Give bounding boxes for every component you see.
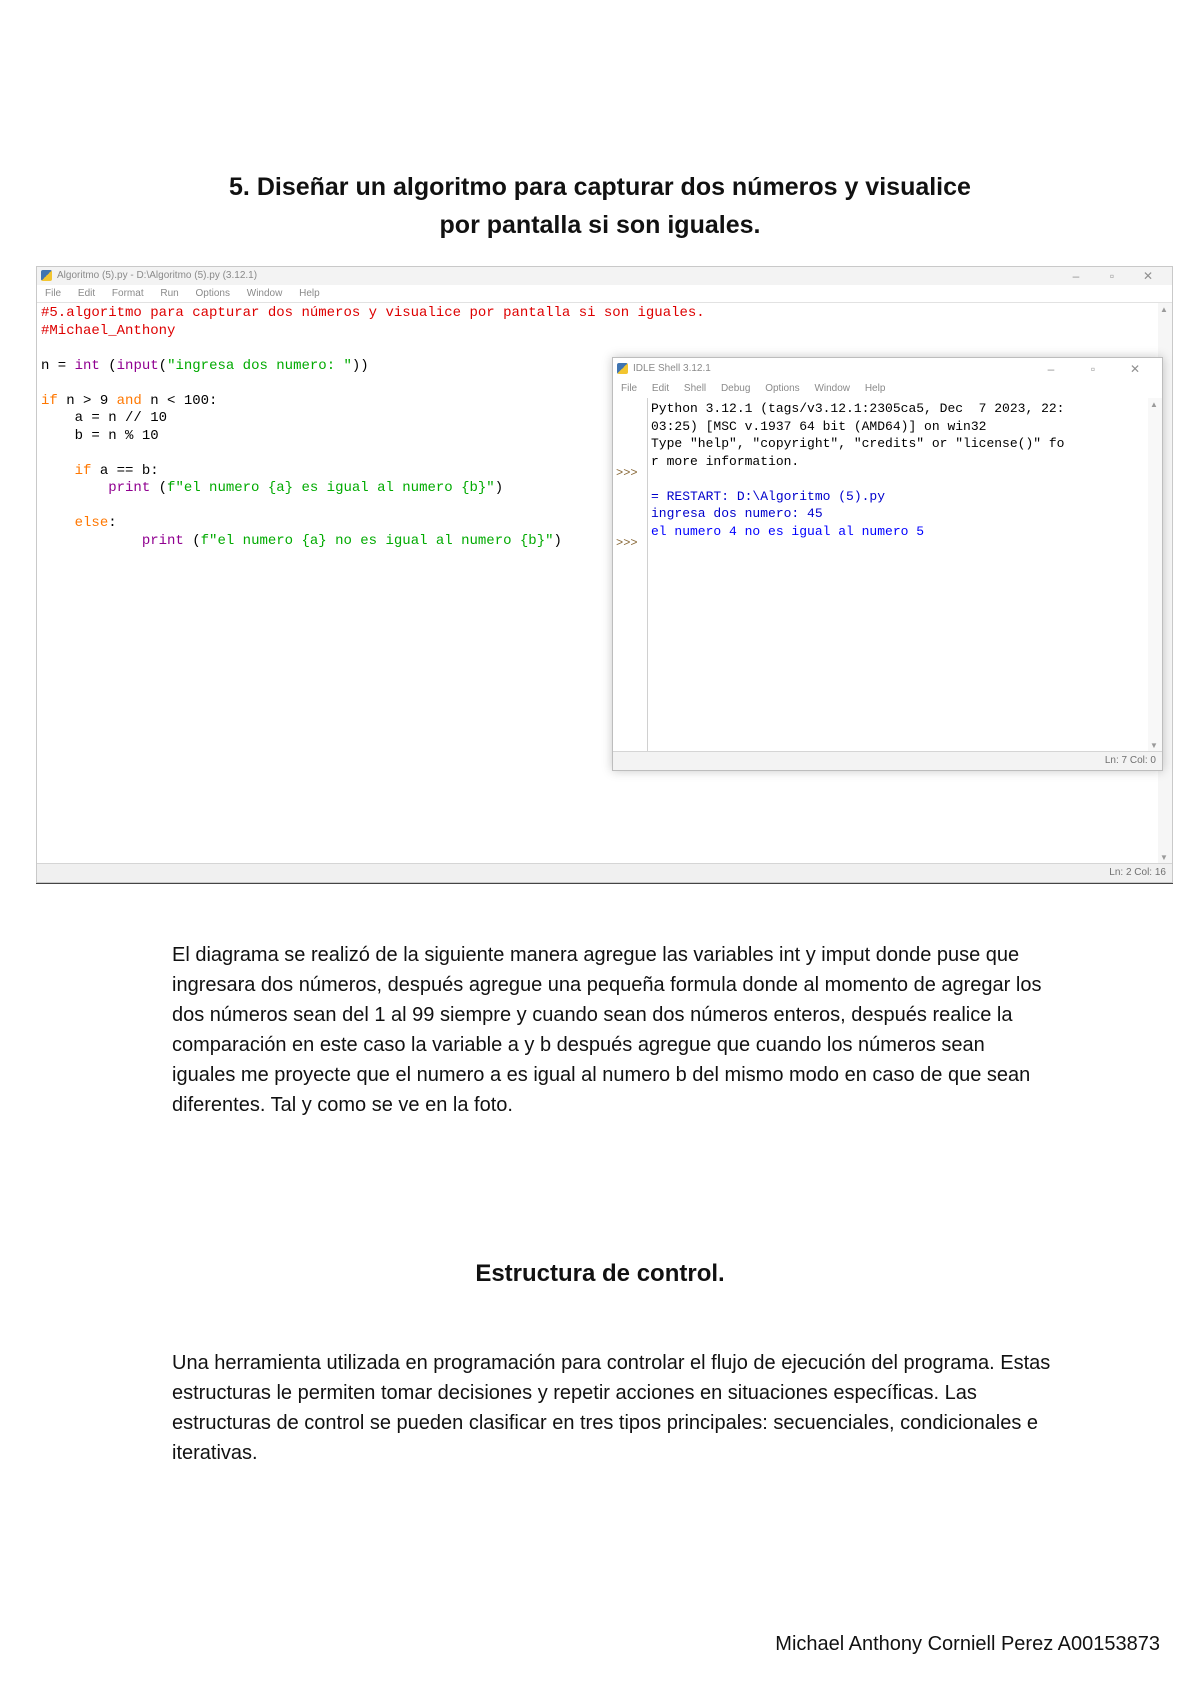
menu-file[interactable]: File [621, 383, 638, 394]
menu-edit[interactable]: Edit [651, 383, 670, 394]
close-icon[interactable]: ✕ [1142, 269, 1154, 283]
menu-options[interactable]: Options [195, 288, 230, 299]
shell-cursor-position: Ln: 7 Col: 0 [1104, 755, 1156, 766]
code-token-builtin: input [116, 357, 159, 374]
python-idle-icon [41, 270, 52, 281]
shell-line-info: r more information. [651, 453, 800, 469]
minimize-icon[interactable]: – [1072, 269, 1080, 283]
shell-status-bar [613, 751, 1162, 770]
menu-run[interactable]: Run [160, 288, 179, 299]
shell-prompt: >>> [616, 466, 638, 480]
code-line [41, 340, 1158, 358]
code-token-keyword: and [116, 392, 142, 409]
maximize-icon[interactable]: ▫ [1090, 362, 1096, 376]
section-paragraph: Una herramienta utilizada en programación para controlar el flujo de ejecución del programa. Estas estructuras le permiten tomar decisiones y repetir acciones en situaciones específicas. Las estructuras de control se pueden clasificar en tres tipos principales: secuenciales, condicionales e iterativas. [172, 1352, 1051, 1464]
menu-help[interactable]: Help [864, 383, 886, 394]
code-token-plain: n = [41, 357, 75, 374]
shell-scrollbar[interactable] [1148, 398, 1162, 752]
code-token-plain [41, 480, 108, 496]
code-token-keyword: else [74, 515, 109, 531]
code-token-plain: b = n % 10 [41, 427, 159, 444]
code-token-comment: #5.algoritmo para capturar dos números y visualice por pantalla si son iguales. [41, 305, 705, 321]
close-icon[interactable]: ✕ [1129, 362, 1141, 376]
minimize-icon[interactable]: – [1047, 362, 1055, 376]
menu-window[interactable]: Window [246, 288, 283, 299]
code-token-plain: ( [183, 532, 201, 549]
code-line [41, 323, 1158, 341]
scroll-down-icon[interactable]: ▼ [1160, 853, 1168, 862]
code-token-keyword: if [41, 392, 58, 409]
code-token-plain: n < 100: [141, 392, 218, 409]
code-token-plain: ( [158, 357, 168, 374]
code-token-plain [41, 533, 142, 549]
shell-line-input: ingresa dos numero: 45 [651, 506, 823, 521]
section-heading: Estructura de control. [475, 1260, 725, 1287]
code-token-plain [41, 463, 75, 479]
code-token-plain: ) [494, 480, 504, 496]
code-token-plain: n > 9 [57, 392, 117, 409]
menu-debug[interactable]: Debug [720, 383, 751, 394]
code-token-string: "ingresa dos numero: " [167, 357, 352, 374]
shell-output[interactable] [651, 400, 1148, 752]
author-footer: Michael Anthony Corniell Perez A00153873 [775, 1633, 1160, 1655]
editor-title-bar [37, 267, 1172, 285]
document-title [100, 168, 1100, 244]
code-token-string: f"el numero {a} no es igual al numero {b}" [200, 532, 554, 549]
scroll-up-icon[interactable]: ▲ [1160, 305, 1168, 314]
idle-editor-screenshot [36, 266, 1173, 883]
document-title-line-1: 5. Diseñar un algoritmo para capturar dos números y visualice [229, 173, 971, 201]
editor-window-controls [1058, 267, 1166, 285]
shell-prompt: >>> [616, 536, 638, 550]
idle-shell-window [612, 357, 1163, 771]
code-token-plain: ) [553, 532, 562, 549]
shell-title-bar [613, 358, 1162, 380]
menu-file[interactable]: File [45, 288, 62, 299]
menu-edit[interactable]: Edit [77, 288, 96, 299]
shell-line-info: Python 3.12.1 (tags/v3.12.1:2305ca5, Dec 7 2023, 22: [651, 401, 1065, 416]
code-token-comment: #Michael_Anthony [41, 322, 176, 339]
code-token-plain: : [108, 515, 117, 531]
menu-format[interactable]: Format [111, 288, 144, 299]
editor-window-title: Algoritmo (5).py - D:\Algoritmo (5).py (3.12.1) [57, 270, 258, 281]
shell-line-output: el numero 4 no es igual al numero 5 [651, 523, 925, 539]
shell-line-info [651, 470, 1148, 488]
scroll-up-icon[interactable]: ▲ [1150, 400, 1158, 409]
shell-line-restart: = RESTART: D:\Algoritmo (5).py [651, 488, 886, 504]
shell-window-title: IDLE Shell 3.12.1 [633, 363, 711, 374]
editor-status-bar [37, 863, 1172, 882]
screenshot-bottom-rule [36, 883, 1173, 884]
code-token-plain: a = n // 10 [41, 410, 168, 426]
code-token-builtin: print [141, 532, 184, 549]
menu-window[interactable]: Window [814, 383, 851, 394]
menu-help[interactable]: Help [299, 288, 320, 299]
code-token-keyword: if [74, 462, 92, 479]
editor-cursor-position: Ln: 2 Col: 16 [1109, 867, 1166, 878]
description-paragraph: El diagrama se realizó de la siguiente manera agregue las variables int y imput donde puse que ingresara dos números, después agregue una pequeña formula donde al momento de agregar los dos números sean del 1 al 99 siempre y cuando sean dos números enteros, después realice la comparación en este caso la variable a y b después agregue que cuando los números sean iguales me proyecte que el numero a es igual al numero b del mismo modo en caso de que sean diferentes. Tal y como se ve en la foto. [172, 944, 1042, 1116]
code-token-builtin: print [108, 480, 151, 496]
code-token-plain: a == b: [91, 462, 159, 479]
shell-window-controls [1030, 358, 1156, 376]
editor-menu-bar [37, 285, 1172, 303]
shell-prompt-gutter [613, 398, 648, 752]
document-title-line-2: por pantalla si son iguales. [439, 211, 761, 239]
code-line [41, 305, 1158, 323]
menu-options[interactable]: Options [765, 383, 800, 394]
code-token-plain: )) [351, 357, 369, 374]
maximize-icon[interactable]: ▫ [1109, 269, 1115, 283]
shell-menu-bar [613, 380, 1162, 398]
shell-line-info: 03:25) [MSC v.1937 64 bit (AMD64)] on win32 [651, 418, 987, 434]
shell-line-info: Type "help", "copyright", "credits" or "license()" fo [651, 436, 1065, 451]
scroll-down-icon[interactable]: ▼ [1150, 741, 1158, 750]
menu-shell[interactable]: Shell [683, 383, 707, 394]
code-token-plain: ( [150, 480, 168, 496]
code-token-string: f"el numero {a} es igual al numero {b}" [167, 480, 495, 496]
code-token-builtin: int [74, 357, 100, 374]
code-token-plain: ( [99, 357, 117, 374]
code-token-plain [41, 515, 75, 531]
python-idle-icon [617, 363, 628, 374]
